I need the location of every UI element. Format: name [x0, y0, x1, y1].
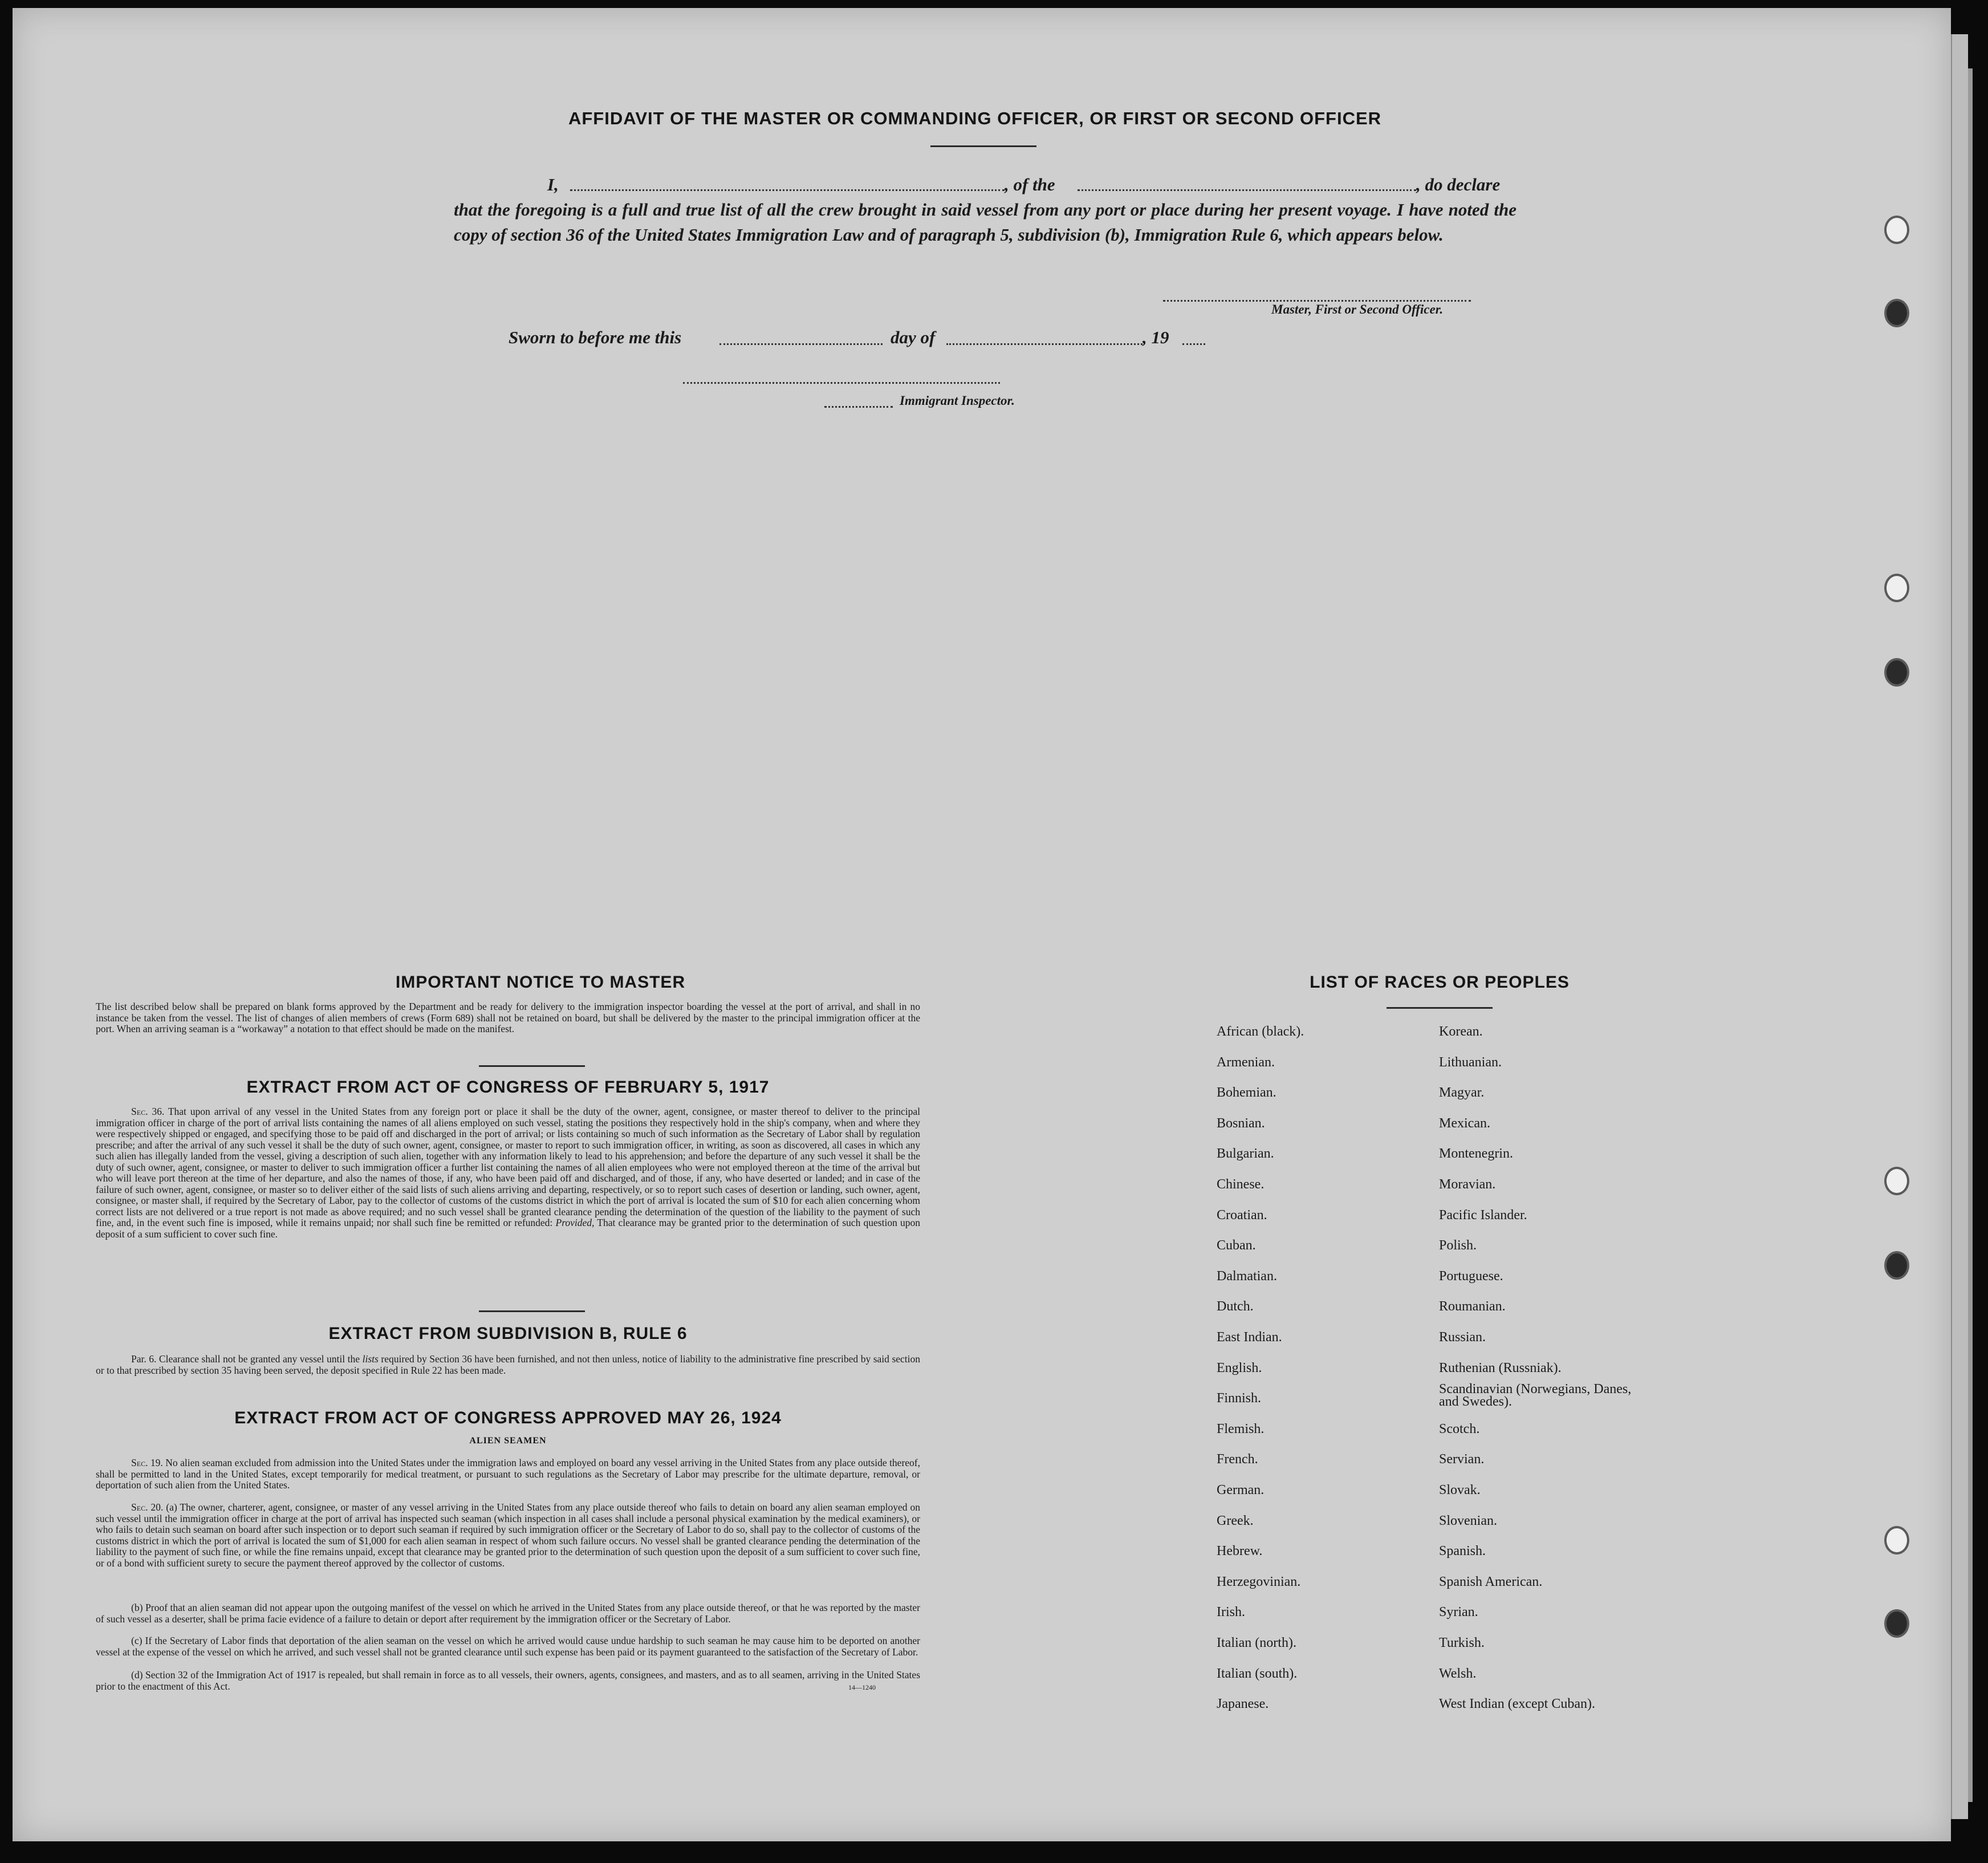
- affidavit-do-declare: , do declare: [1416, 174, 1501, 194]
- notice-title: IMPORTANT NOTICE TO MASTER: [395, 973, 686, 992]
- sworn-day-of: day of: [891, 327, 936, 347]
- act1917-provided: Provided,: [555, 1217, 595, 1228]
- rule6-text-end: required by Section 36 have been furnished, and not then unless, notice of liability to the administrative fine prescribed by said section or to that prescribed by section 35 having been served, the deposit specified in Rule 22 has been made.: [96, 1353, 921, 1376]
- race-item: Syrian.: [1439, 1605, 1478, 1620]
- race-item: Russian.: [1439, 1330, 1486, 1345]
- race-item: Pacific Islander.: [1439, 1207, 1527, 1223]
- inspector-signature-field[interactable]: [683, 382, 1000, 384]
- act1924-title: EXTRACT FROM ACT OF CONGRESS APPROVED MAY 26, 1924: [234, 1409, 782, 1427]
- section-divider: [479, 1310, 585, 1312]
- race-item: African (black).: [1217, 1024, 1304, 1039]
- inspector-signature-field[interactable]: [824, 406, 893, 408]
- act1917-title: EXTRACT FROM ACT OF CONGRESS OF FEBRUARY 5, 1917: [246, 1078, 770, 1097]
- affidavit-i: I,: [547, 174, 559, 194]
- sworn-month-field[interactable]: [946, 343, 1143, 345]
- master-signature-label: Master, First or Second Officer.: [1271, 302, 1444, 316]
- race-item: Japanese.: [1217, 1696, 1269, 1712]
- affidavit-title: AFFIDAVIT OF THE MASTER OR COMMANDING OFFICER, OR FIRST OR SECOND OFFICER: [568, 108, 1382, 128]
- race-item: Turkish.: [1439, 1635, 1485, 1650]
- race-item: Irish.: [1217, 1605, 1245, 1620]
- page-edge: [1951, 34, 1968, 1819]
- race-item: Polish.: [1439, 1238, 1477, 1253]
- race-item: Herzegovinian.: [1217, 1574, 1301, 1589]
- act1917-text-end: That clearance may be granted prior to the determination of such question upon deposit of a sum sufficient to cover such fine.: [96, 1217, 921, 1240]
- race-item: Dalmatian.: [1217, 1268, 1277, 1284]
- act1924-sec20c: (c) If the Secretary of Labor finds that deportation of the alien seaman on the vessel on which he arrived would cause undue hardship to such seaman he may cause him to be deported on another vessel at the expense of the vessel on which he arrived, and such vessel shall not be granted clearance until such expense has been paid or its payment guaranteed to the satisfaction of the Secretary of Labor.: [96, 1635, 920, 1658]
- race-item: Mexican.: [1439, 1115, 1490, 1131]
- race-item: Moravian.: [1439, 1177, 1496, 1192]
- race-item: Bosnian.: [1217, 1115, 1265, 1131]
- race-item: Ruthenian (Russniak).: [1439, 1360, 1562, 1375]
- act1924-sec19-text: No alien seaman excluded from admission into the United States under the immigration laws and employed on board any vessel arriving in the United States from any place outside thereof, shall be permitted to land in the United States, except temporarily for medical treatment, or pursuant to such regulations as the Secretary of Labor may prescribe for the ultimate departure, removal, or deportation of such alien from the United States.: [96, 1457, 920, 1491]
- race-item: Bulgarian.: [1217, 1146, 1274, 1162]
- race-item: East Indian.: [1217, 1330, 1282, 1345]
- race-item: Spanish American.: [1439, 1574, 1543, 1589]
- race-item: Portuguese.: [1439, 1268, 1503, 1284]
- binder-hole: [1884, 574, 1909, 602]
- binder-hole: [1884, 658, 1909, 687]
- rule6-text: Par. 6. Clearance shall not be granted any vessel until the: [131, 1353, 360, 1365]
- race-item: Italian (north).: [1217, 1635, 1296, 1650]
- race-item: Korean.: [1439, 1024, 1483, 1039]
- section-divider: [479, 1065, 585, 1067]
- race-item: Hebrew.: [1217, 1544, 1263, 1559]
- races-title-rule: [1387, 1007, 1493, 1009]
- race-item: Dutch.: [1217, 1299, 1254, 1314]
- vessel-name-field[interactable]: [1078, 189, 1416, 191]
- binder-hole: [1884, 1526, 1909, 1554]
- notice-body: The list described below shall be prepared on blank forms approved by the Department and be ready for delivery to the immigration inspector boarding the vessel at the port of arrival, and shall in no instance be taken from the vessel. The list of changes of alien members of crews (Form 689) shall not be retained on board, but shall be delivered by the master to the principal immigration officer at the port. When an arriving seaman is a “workaway” a notation to that effect should be made on the manifest.: [96, 1001, 920, 1034]
- act1924-sec20d: (d) Section 32 of the Immigration Act of 1917 is repealed, but shall remain in force as to all vessels, their owners, agents, consignees, and masters, and as to all seamen, arriving in the United States prior to the enactment of this Act.: [96, 1669, 920, 1692]
- race-item: English.: [1217, 1360, 1262, 1375]
- act1924-sec19-label: Sec. 19.: [131, 1457, 163, 1468]
- binder-hole: [1884, 1609, 1909, 1638]
- act1924-sec20b: (b) Proof that an alien seaman did not appear upon the outgoing manifest of the vessel on which he arrived in the United States from any place outside thereof, or that he was reported by the master of such vessel as a deserter, shall be prima facie evidence of a failure to detain or deport after requirement by the immigration officer or the Secretary of Labor.: [96, 1602, 920, 1625]
- race-item: Scandinavian (Norwegians, Danes, and Swedes).: [1439, 1382, 1632, 1410]
- race-item: Magyar.: [1439, 1085, 1485, 1101]
- inspector-label: Immigrant Inspector.: [900, 393, 1015, 408]
- race-item: French.: [1217, 1452, 1258, 1467]
- race-item: Spanish.: [1439, 1544, 1486, 1559]
- race-item: Bohemian.: [1217, 1085, 1276, 1101]
- race-item: Slovak.: [1439, 1483, 1481, 1497]
- act1917-text: That upon arrival of any vessel in the United States from any foreign port or place it shall be the duty of the owner, agent, consignee, or master thereof to deliver to the principal immigration officer in charge of the port of arrival lists containing the names of all aliens employed on such vessel, stating the positions they respectively hold in the ship's company, when and where they were respectively shipped or engaged, and specifying those to be paid off and discharged in the port of arrival; or lists containing so much of such information as the Secretary of Labor shall by regulation prescribe; and after the arrival of any such vessel it shall be the duty of such owner, agent, consignee, or master to report to such immigration officer, in writing, as soon as discovered, all cases in which any such alien has illegally landed from the vessel, giving a description of such alien, together with any information likely to lead to his apprehension; and before the departure of any such vessel it shall be the duty of such owner, agent, consignee, or master to deliver to such immigration officer a further list containing the names of all alien employees who were not employed thereon at the time of the arrival but who will leave port thereon at the time of her departure, and also the names of those, if any, who have been paid off and discharged, and of those, if any, who have deserted or landed; and in case of the failure of such owner, agent, consignee, or master so to deliver either of the said lists of such aliens arriving and departing, respectively, or so to report such cases of desertion or landing, such owner, agent, consignee, or master shall, if required by the Secretary of Labor, pay to the collector of customs of the customs district in which the port of arrival is located the sum of $10 for each alien concerning whom correct lists are not delivered or a true report is not made as above required; and no such vessel shall be granted clearance pending the determination of the question of the liability to the payment of such fine, and, in the event such fine is imposed, while it remains unpaid; nor shall such fine be remitted or refunded:: [96, 1106, 920, 1228]
- form-number: 14—1240: [848, 1683, 876, 1691]
- race-item: Scotch.: [1439, 1421, 1480, 1436]
- rule6-body: [96, 1354, 920, 1376]
- binder-hole: [1884, 1167, 1909, 1195]
- race-item: Cuban.: [1217, 1238, 1256, 1253]
- sworn-year: , 19: [1143, 327, 1169, 347]
- affidavit-of-the: , of the: [1005, 174, 1055, 194]
- race-item: Armenian.: [1217, 1054, 1275, 1070]
- races-title: LIST OF RACES OR PEOPLES: [1310, 973, 1570, 992]
- act1924-sec20-label: Sec. 20.: [131, 1501, 164, 1513]
- sworn-prefix: Sworn to before me this: [509, 327, 682, 347]
- race-item: Italian (south).: [1217, 1666, 1298, 1681]
- race-item: West Indian (except Cuban).: [1439, 1696, 1595, 1712]
- binder-hole: [1884, 1251, 1909, 1280]
- race-item: Croatian.: [1217, 1207, 1267, 1223]
- race-item: Finnish.: [1217, 1391, 1262, 1406]
- race-item: Chinese.: [1217, 1177, 1265, 1192]
- race-item: Flemish.: [1217, 1421, 1265, 1436]
- binder-hole: [1884, 216, 1909, 244]
- affidavit-title-rule: [930, 145, 1036, 147]
- act1924-sec20a-text: (a) The owner, charterer, agent, consignee, or master of any vessel arriving in the United States from any place outside thereof who fails to detain on board any alien seaman employed on such vessel until the immigration officer in charge at the port of arrival has inspected such seaman (which inspection in all cases shall include a personal physical examination by the medical examiners), or who fails to detain such seaman on board after such inspection or to deport such seaman if required by such immigration officer or the Secretary of Labor to do so, shall pay to the collector of customs of the customs district in which the port of arrival is located the sum of $1,000 for each alien seaman in respect of whom such failure occurs. No vessel shall be granted clearance pending the determination of the liability to the payment of such fine, or while the fine remains unpaid, except that clearance may be granted prior to the determination of such question upon the deposit of a sum sufficient to cover such fine, or of a bond with sufficient surety to secure the payment thereof approved by the collector of customs.: [96, 1501, 920, 1569]
- act1924-sec20a: [96, 1502, 920, 1569]
- binder-hole: [1884, 299, 1909, 327]
- rule6-lists: lists: [362, 1353, 379, 1365]
- act1917-sec-label: Sec. 36.: [131, 1106, 165, 1117]
- sworn-year-field[interactable]: [1182, 343, 1205, 345]
- race-item: Slovenian.: [1439, 1513, 1497, 1528]
- master-signature-field[interactable]: [1163, 300, 1471, 302]
- race-item: Greek.: [1217, 1513, 1254, 1528]
- race-item: Roumanian.: [1439, 1299, 1506, 1314]
- act1924-sec19: [96, 1458, 920, 1491]
- race-item: Servian.: [1439, 1452, 1485, 1467]
- act1917-body: [96, 1106, 920, 1240]
- affidavit-body: that the foregoing is a full and true list of all the crew brought in said vessel from any port or place during her present voyage. I have noted the copy of section 36 of the United States Immigration Law and of paragraph 5, subdivision (b), Immigration Rule 6, which appears below.: [454, 200, 1517, 245]
- rule6-title: EXTRACT FROM SUBDIVISION B, RULE 6: [328, 1324, 688, 1343]
- act1924-subtitle: ALIEN SEAMEN: [469, 1436, 547, 1446]
- page-edge-shadow: [1968, 68, 1973, 1802]
- race-item: Lithuanian.: [1439, 1054, 1502, 1070]
- sworn-day-field[interactable]: [719, 343, 883, 345]
- race-item: Montenegrin.: [1439, 1146, 1513, 1162]
- race-item: Welsh.: [1439, 1666, 1477, 1681]
- race-item: German.: [1217, 1483, 1265, 1497]
- master-name-field[interactable]: [570, 189, 1005, 191]
